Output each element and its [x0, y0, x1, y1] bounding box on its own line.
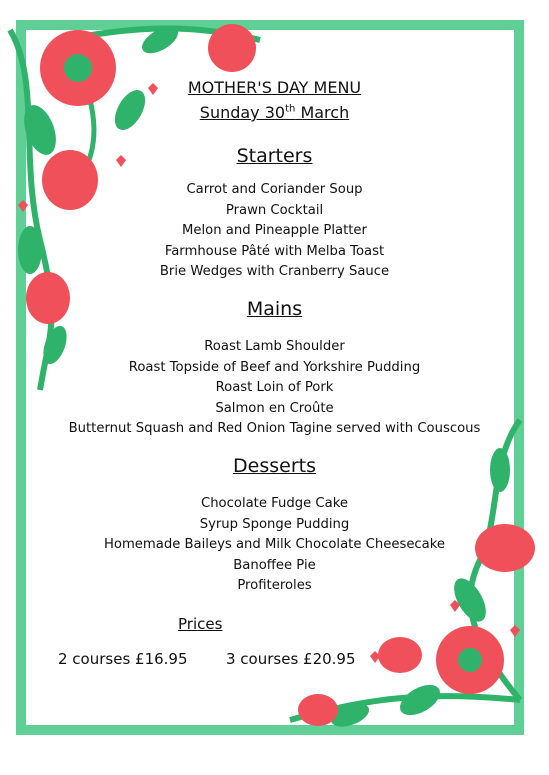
menu-title: MOTHER'S DAY MENU	[187, 78, 362, 97]
list-item: Homemade Baileys and Milk Chocolate Cheesecake	[103, 537, 446, 552]
desserts-heading: Desserts	[233, 455, 316, 477]
prices-heading: Prices	[178, 615, 223, 633]
menu-date: Sunday 30th March	[199, 103, 350, 122]
list-item: Roast Topside of Beef and Yorkshire Pudding	[128, 359, 421, 375]
list-item: Melon and Pineapple Platter	[182, 223, 367, 238]
desserts-list	[0, 494, 549, 597]
price-three-courses: 3 courses £20.95	[226, 650, 356, 668]
mains-list	[0, 337, 549, 440]
starters-heading: Starters	[236, 145, 313, 167]
list-item: Banoffee Pie	[233, 557, 316, 573]
list-item: Chocolate Fudge Cake	[200, 496, 348, 511]
list-item: Syrup Sponge Pudding	[199, 516, 350, 532]
list-item: Butternut Squash and Red Onion Tagine served with Couscous	[68, 421, 481, 436]
list-item: Prawn Cocktail	[225, 202, 324, 218]
price-two-courses: 2 courses £16.95	[58, 650, 188, 668]
list-item: Brie Wedges with Cranberry Sauce	[159, 264, 390, 279]
list-item: Salmon en Croûte	[215, 400, 334, 416]
list-item: Roast Lamb Shoulder	[204, 339, 345, 354]
list-item: Roast Loin of Pork	[215, 380, 334, 395]
list-item: Profiteroles	[237, 578, 312, 593]
mains-heading: Mains	[246, 298, 303, 320]
starters-list	[0, 180, 549, 283]
list-item: Farmhouse Pâté with Melba Toast	[164, 243, 385, 259]
list-item: Carrot and Coriander Soup	[186, 182, 363, 197]
